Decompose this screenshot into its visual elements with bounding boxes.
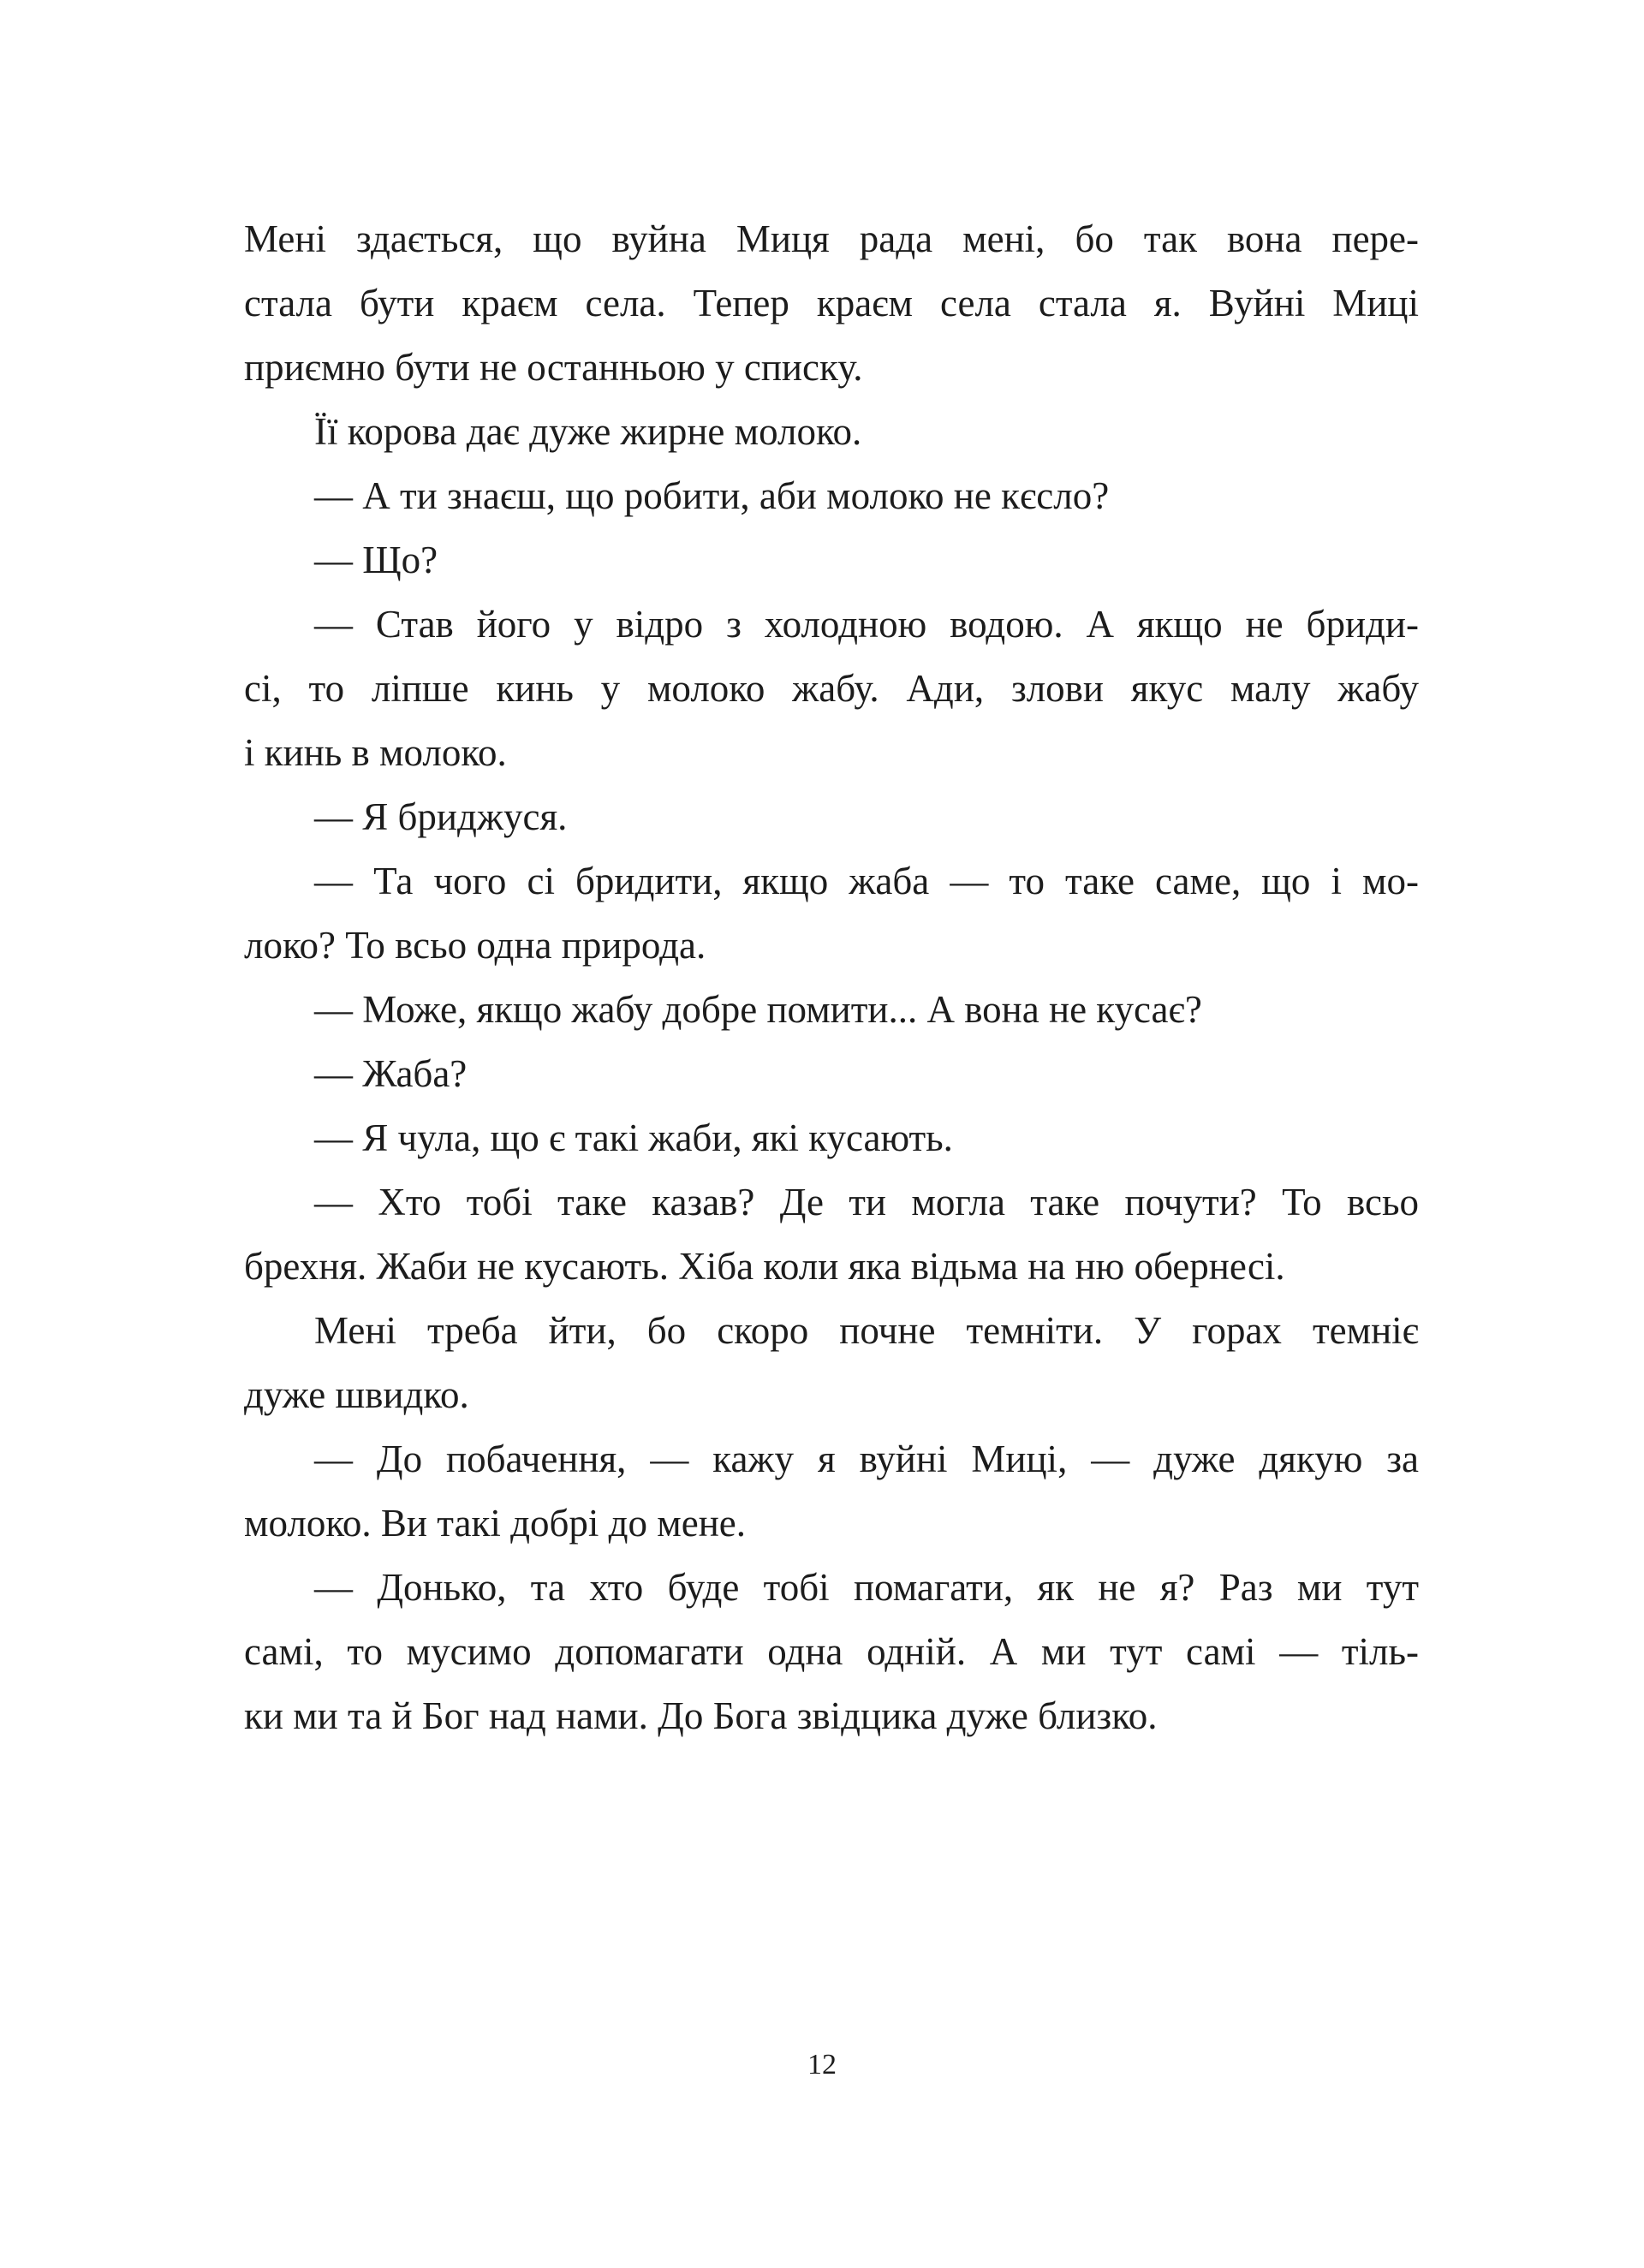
- text-line: — Що?: [314, 539, 438, 581]
- text-line: — Та чого сі бридити, якщо жаба — то таке саме, що і мо-: [314, 860, 1419, 902]
- text-line: стала бути краєм села. Тепер краєм села стала я. Вуйні Миці: [244, 282, 1419, 324]
- paragraph: [244, 849, 1419, 978]
- text-line: — Жаба?: [314, 1052, 468, 1095]
- paragraph: [244, 1042, 1419, 1106]
- text-line: і кинь в молоко.: [244, 731, 507, 774]
- text-line: — Може, якщо жабу добре помити... А вона не кусає?: [314, 988, 1202, 1031]
- paragraph: [244, 785, 1419, 849]
- paragraph: [244, 1556, 1419, 1748]
- text-line: Її корова дає дуже жирне молоко.: [314, 410, 862, 453]
- text-line: — Став його у відро з холодною водою. А якщо не бриди-: [314, 603, 1419, 646]
- page-number: 12: [807, 2049, 837, 2080]
- text-line: Мені треба йти, бо скоро почне темніти. У горах темніє: [314, 1309, 1419, 1352]
- paragraph: [244, 1299, 1419, 1427]
- text-line: дуже швидко.: [244, 1373, 469, 1416]
- text-line: — Я бриджуся.: [314, 795, 568, 838]
- paragraph: [244, 1106, 1419, 1170]
- text-line: локо? То всьо одна природа.: [244, 924, 706, 967]
- text-line: — Донько, та хто буде тобі помагати, як не я? Раз ми тут: [314, 1566, 1419, 1609]
- text-line: сі, то ліпше кинь у молоко жабу. Ади, злови якус малу жабу: [244, 667, 1419, 710]
- paragraph: [244, 464, 1419, 528]
- text-line: Мені здається, що вуйна Миця рада мені, бо так вона пере-: [244, 217, 1419, 260]
- text-line: самі, то мусимо допомагати одна одній. А ми тут самі — тіль-: [244, 1630, 1419, 1673]
- paragraph: [244, 978, 1419, 1042]
- text-line: приємно бути не останньою у списку.: [244, 346, 863, 389]
- text-line: — Я чула, що є такі жаби, які кусають.: [314, 1116, 953, 1159]
- text-line: — Хто тобі таке казав? Де ти могла таке почути? То всьо: [314, 1181, 1419, 1223]
- text-line: ки ми та й Бог над нами. До Бога звідцика дуже близко.: [244, 1694, 1158, 1737]
- paragraph: [244, 528, 1419, 592]
- paragraph: [244, 1427, 1419, 1556]
- text-line: — До побачення, — кажу я вуйні Миці, — дуже дякую за: [314, 1438, 1419, 1480]
- text-line: молоко. Ви такі добрі до мене.: [244, 1502, 747, 1545]
- text-line: — А ти знаєш, що робити, аби молоко не кєсло?: [314, 474, 1110, 517]
- text-line: брехня. Жаби не кусають. Хіба коли яка відьма на ню обернесі.: [244, 1245, 1285, 1288]
- paragraph: [244, 207, 1419, 400]
- paragraph: [244, 592, 1419, 785]
- paragraph: [244, 1170, 1419, 1299]
- paragraph: [244, 400, 1419, 464]
- page-text: [244, 207, 1419, 1748]
